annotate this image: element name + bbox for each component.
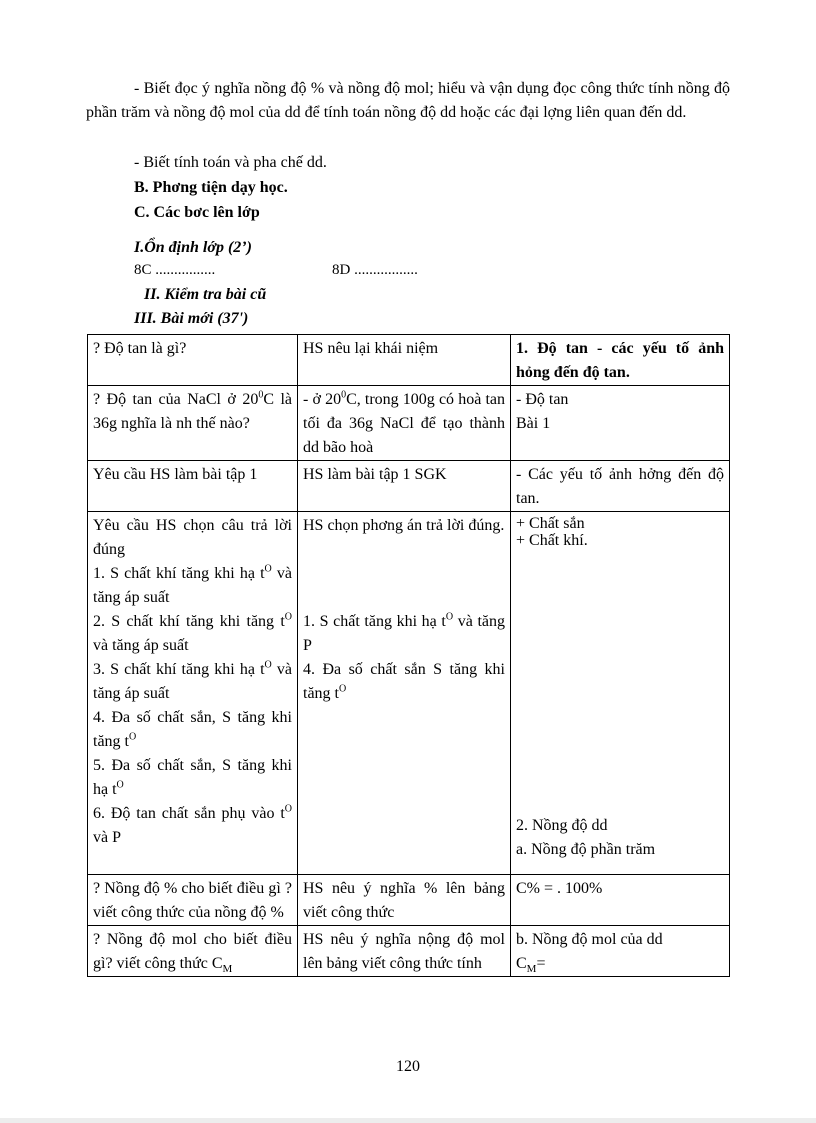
- blank-line: [303, 586, 505, 610]
- superscript: O: [339, 683, 347, 695]
- cell-text: Bài 1: [516, 415, 551, 432]
- content-cell: [511, 386, 730, 461]
- option-2: [93, 610, 292, 658]
- content-cell: [511, 875, 730, 926]
- cell-text: ? Độ tan là gì?: [93, 340, 187, 357]
- cell-text: C là 36g nghĩa là nh thế nào?: [93, 391, 293, 432]
- cell-text: và tăng P: [303, 613, 505, 654]
- class-8c-line: 8C ................: [134, 262, 216, 278]
- section-b-heading: B. Phơng tiện dạy học.: [134, 179, 288, 196]
- teacher-cell: [88, 335, 298, 386]
- superscript: 0: [341, 389, 347, 401]
- cell-text: ? Nồng độ % cho biết điều gì ? viết công thức của nồng độ %: [93, 880, 292, 921]
- teacher-cell: [88, 875, 298, 926]
- superscript: 0: [258, 389, 264, 401]
- cell-text: HS nêu ý nghĩa nộng độ mol lên bảng viết công thức tính: [303, 931, 505, 972]
- section-3-heading: III. Bài mới (37'): [134, 310, 249, 327]
- content-cell: [511, 512, 730, 875]
- superscript: O: [264, 563, 272, 575]
- teacher-cell: [88, 461, 298, 512]
- cell-text: và tăng áp suất: [93, 661, 292, 702]
- footer-band: [0, 1118, 816, 1123]
- answer-4: [303, 658, 505, 706]
- superscript: O: [284, 611, 292, 623]
- student-cell: [298, 461, 511, 512]
- cell-text: + Chất khí.: [516, 532, 588, 549]
- student-cell: [298, 926, 511, 977]
- class-8d-line: 8D .................: [332, 262, 418, 278]
- option-4: [93, 706, 292, 754]
- cell-text: Yêu cầu HS làm bài tập 1: [93, 466, 258, 483]
- teacher-cell: [88, 386, 298, 461]
- formula-percent: C% = . 100%: [516, 880, 603, 897]
- superscript: O: [284, 803, 292, 815]
- table-row: [88, 926, 730, 977]
- cell-text: 6. Độ tan chất sắn phụ vào t: [93, 805, 285, 822]
- content-cell: [511, 461, 730, 512]
- blank-line: [303, 538, 505, 562]
- section-2-heading: II. Kiểm tra bài cũ: [144, 286, 267, 303]
- option-1: [93, 562, 292, 610]
- lesson-table: [87, 334, 730, 977]
- cell-text: - ở 20: [303, 391, 342, 408]
- teacher-cell: [88, 926, 298, 977]
- table-row: [88, 335, 730, 386]
- table-row: [88, 875, 730, 926]
- section-2a-title: a. Nồng độ phần trăm: [516, 841, 656, 858]
- superscript: O: [129, 731, 137, 743]
- superscript: O: [445, 611, 454, 623]
- cell-text: + Chất sắn: [516, 515, 585, 532]
- cell-text: và tăng áp suất: [93, 637, 189, 654]
- section-1-title: 1. Độ tan - các yếu tố ảnh hỏng đến độ tan.: [516, 340, 724, 381]
- objective-paragraph: - Biết đọc ý nghĩa nồng độ % và nồng độ mol; hiểu và vận dụng đọc công thức tính nồng độ phần trăm và nồng độ mol của dd để tính toán nồng độ dd hoặc các đại lợng liên quan đến dd.: [86, 80, 730, 121]
- cell-text: Yêu cầu HS chọn câu trả lời đúng: [93, 517, 292, 558]
- superscript: O: [116, 779, 124, 791]
- cell-text: C, trong 100g có hoà tan tối đa 36g NaCl để tạo thành dd bão hoà: [303, 391, 505, 456]
- cell-text: ? Độ tan của NaCl ở 20: [93, 391, 259, 408]
- cell-text: ? Nồng độ mol cho biết điều gì? viết công thức C: [93, 931, 292, 972]
- cell-text: 1. S chất khí tăng khi hạ t: [93, 565, 265, 582]
- cell-text: - Độ tan: [516, 391, 569, 408]
- student-cell: [298, 875, 511, 926]
- option-3: [93, 658, 292, 706]
- blank-space: [516, 549, 724, 814]
- cell-text: 2. S chất khí tăng khi tăng t: [93, 613, 285, 630]
- cell-text: HS chọn phơng án trả lời đúng.: [303, 517, 505, 534]
- option-6: [93, 802, 292, 850]
- cell-text: HS làm bài tập 1 SGK: [303, 466, 447, 483]
- blank-line: [303, 562, 505, 586]
- student-cell: [298, 512, 511, 875]
- cell-text: b. Nồng độ mol của dd: [516, 931, 663, 948]
- cell-text: 4. Đa số chất sắn S tăng khi tăng t: [303, 661, 505, 702]
- subscript: M: [526, 963, 537, 976]
- table-row: [88, 461, 730, 512]
- cell-text: HS nêu lại khái niệm: [303, 340, 439, 357]
- cell-text: - Các yếu tố ảnh hởng đến độ tan.: [516, 466, 724, 507]
- cell-text: =: [536, 955, 546, 972]
- section-c-heading: C. Các bơc lên lớp: [134, 204, 260, 221]
- answer-1: [303, 610, 505, 658]
- blank-line: [93, 850, 292, 874]
- option-5: [93, 754, 292, 802]
- content-cell: [511, 335, 730, 386]
- formula-molar: [516, 952, 724, 976]
- student-cell: [298, 335, 511, 386]
- student-cell: [298, 386, 511, 461]
- section-1-heading: I.Ổn định lớp (2’): [134, 239, 252, 256]
- cell-text: 5. Đa số chất sắn, S tăng khi hạ t: [93, 757, 292, 798]
- cell-text: C: [516, 955, 527, 972]
- subscript: M: [222, 963, 233, 976]
- table-row: [88, 386, 730, 461]
- cell-text: 4. Đa số chất sắn, S tăng khi tăng t: [93, 709, 292, 750]
- cell-text: và tăng áp suất: [93, 565, 292, 606]
- cell-text: 3. S chất khí tăng khi hạ t: [93, 661, 265, 678]
- section-2-title: 2. Nồng độ dd: [516, 817, 608, 834]
- cell-text: 1. S chất tăng khi hạ t: [303, 613, 446, 630]
- table-row: [88, 512, 730, 875]
- content-cell: [511, 926, 730, 977]
- superscript: O: [264, 659, 272, 671]
- cell-text: và P: [93, 829, 121, 846]
- cell-text: HS nêu ý nghĩa % lên bảng viết công thức: [303, 880, 505, 921]
- objective-item: - Biết tính toán và pha chế dd.: [134, 154, 327, 171]
- teacher-cell: [88, 512, 298, 875]
- page-number: 120: [396, 1058, 420, 1075]
